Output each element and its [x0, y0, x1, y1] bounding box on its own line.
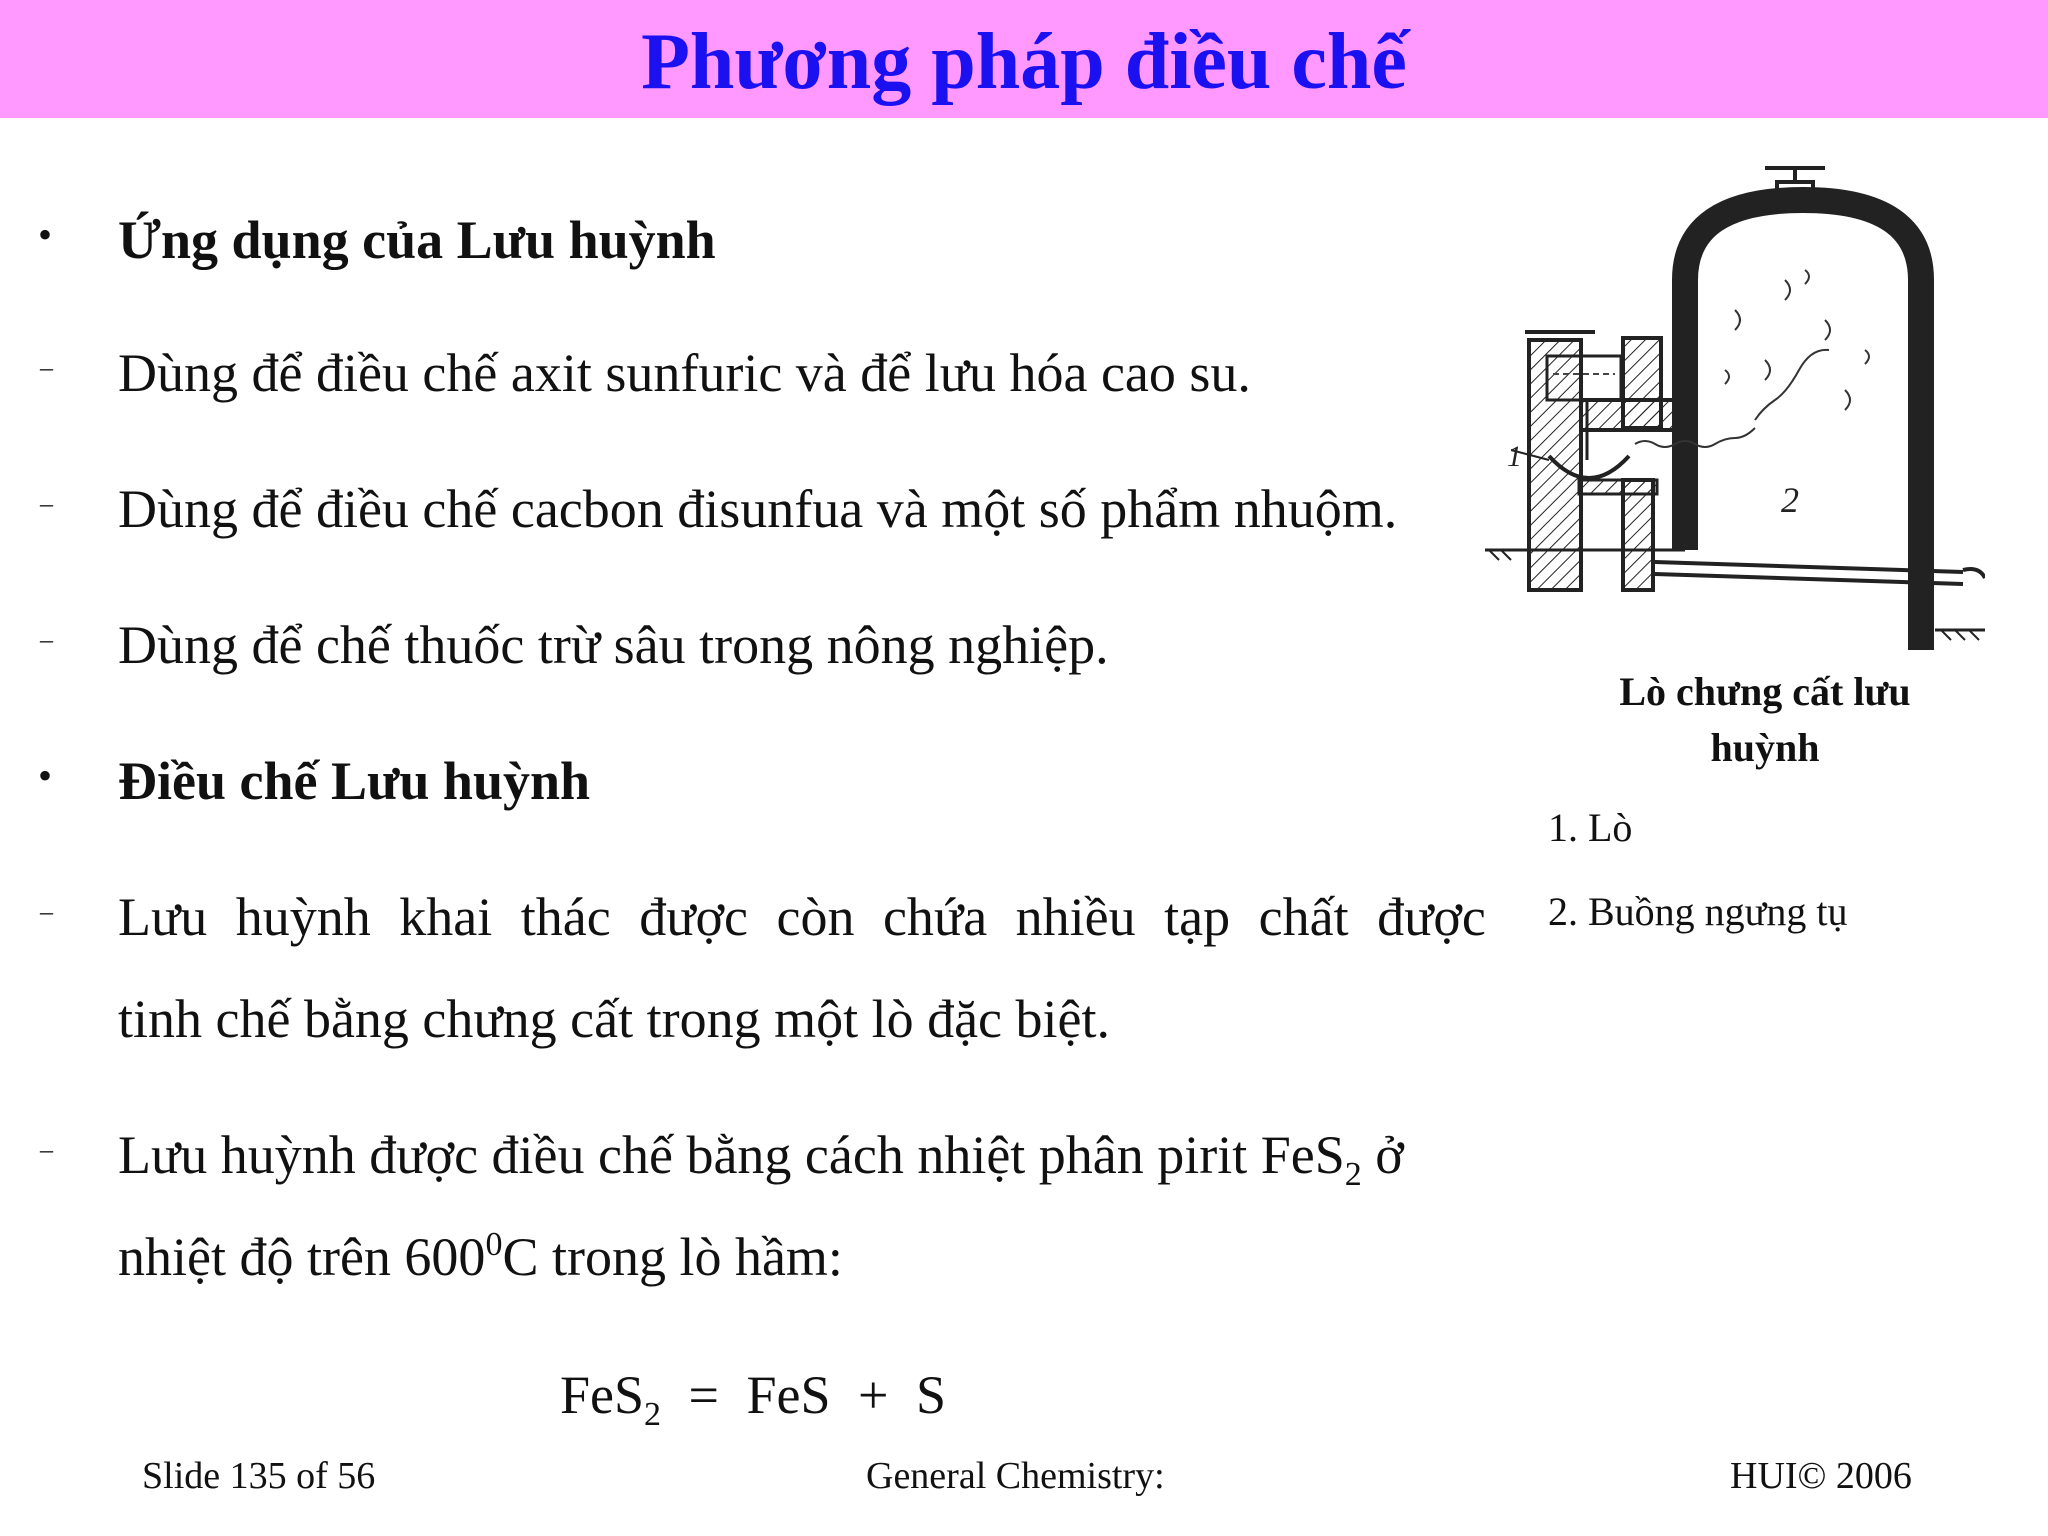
pyrite-line-2: nhiệt độ trên $600^0C$ trong lò hầm: [118, 1226, 843, 1287]
legend-item-2: 2. Buồng ngưng tụ [1548, 889, 1848, 934]
legend-item-1: 1. Lò [1548, 805, 1633, 850]
word: Lưu [118, 887, 208, 947]
figure-caption: Lò chưng cất lưu huỳnh [1619, 669, 1911, 770]
heading-preparation: Điều chế Lưu huỳnh [118, 751, 591, 811]
purification-line-2: tinh chế bằng chưng cất trong một lò đặc biệt. [118, 989, 1110, 1049]
application-pesticide: Dùng để chế thuốc trừ sâu trong nông nghiệp. [118, 615, 1109, 675]
dash-marker: – [40, 353, 53, 382]
furnace-diagram [1485, 160, 1985, 670]
slide-title: Phương pháp điều chế [641, 18, 1407, 106]
dash-marker: – [40, 1135, 53, 1164]
word: chất [1258, 887, 1349, 947]
bullet-marker: • [38, 753, 53, 798]
word: khai [399, 887, 493, 947]
word: còn [776, 887, 855, 947]
word: huỳnh [235, 887, 371, 947]
application-cs2: Dùng để điều chế cacbon đisunfua và một số phẩm nhuộm. [118, 479, 1398, 539]
purification-line-1 [118, 882, 1486, 952]
word: tạp [1164, 887, 1231, 947]
heading-applications: Ứng dụng của Lưu huỳnh [118, 210, 716, 270]
word: nhiều [1015, 887, 1136, 947]
pyrite-line-1: Lưu huỳnh được điều chế bằng cách nhiệt phân pirit FeS$_2$ ở [118, 1125, 1404, 1193]
bullet-marker: • [38, 212, 53, 257]
reaction-equation: FeS$_2$ = FeS + S [560, 1365, 947, 1433]
word: được [1377, 887, 1486, 947]
figure-label-1: 1 [1507, 440, 1522, 473]
application-sulfuric: Dùng để điều chế axit sunfuric và để lưu hóa cao su. [118, 343, 1251, 403]
word: chứa [882, 887, 988, 947]
dash-marker: – [40, 625, 53, 654]
word: được [639, 887, 748, 947]
dash-marker: – [40, 489, 53, 518]
word: thác [520, 887, 611, 947]
title-bar [0, 0, 2048, 118]
dash-marker: – [40, 897, 53, 926]
footer-course: General Chemistry: [866, 1455, 1165, 1497]
figure-label-2: 2 [1781, 480, 1799, 520]
slide-number: Slide 135 of 56 [142, 1455, 376, 1497]
footer-copyright: HUI© 2006 [1730, 1455, 1912, 1497]
